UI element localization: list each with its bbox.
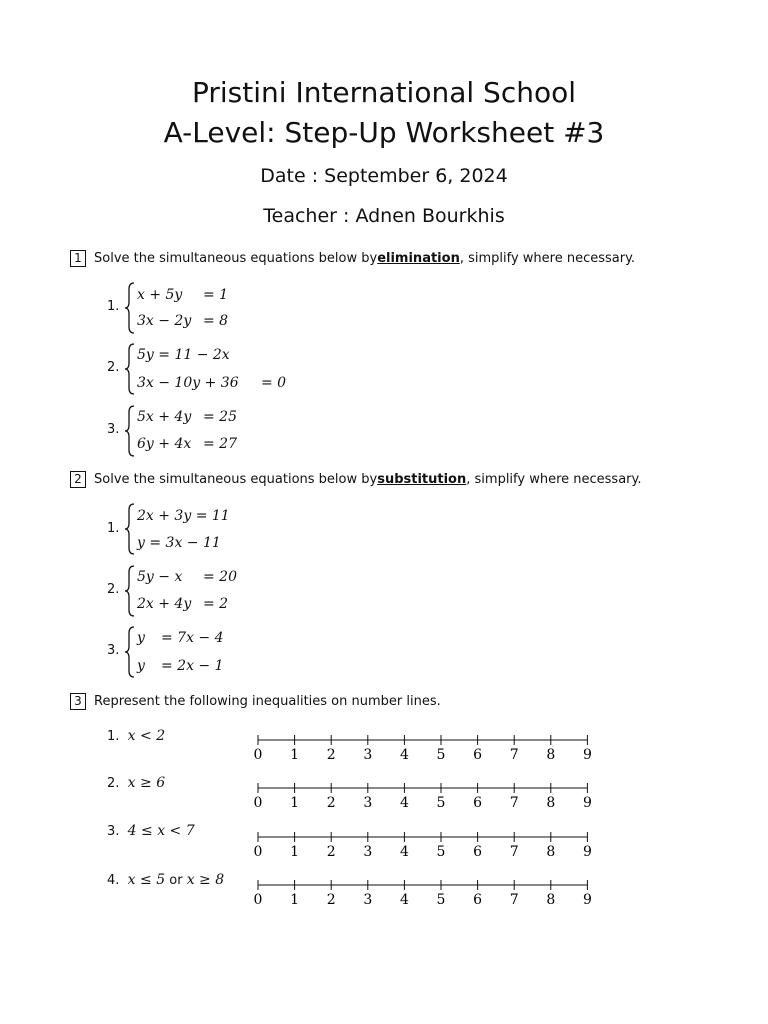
number-line-tick-label: 0	[253, 747, 263, 763]
left-brace-icon	[124, 405, 136, 457]
method-keyword: elimination	[377, 251, 460, 266]
number-line-tick-label: 7	[509, 844, 519, 860]
number-line-tick-label: 5	[436, 747, 446, 763]
item-number: 3.	[107, 824, 120, 839]
number-line-tick-label: 4	[399, 795, 409, 811]
number-line-tick-label: 5	[436, 892, 446, 908]
teacher-line: Teacher : Adnen Bourkhis	[263, 205, 505, 227]
number-line-tick-label: 7	[509, 795, 519, 811]
equation-line: 6y + 4x = 27	[137, 436, 237, 452]
item-number: 4.	[107, 873, 120, 888]
number-line-tick-label: 8	[546, 844, 556, 860]
number-line-tick-label: 2	[326, 747, 336, 763]
question-number-box: 2	[70, 471, 86, 488]
number-line-tick-label: 5	[436, 795, 446, 811]
inequality-4	[107, 872, 224, 888]
number-line-tick-label: 0	[253, 892, 263, 908]
number-line-tick-label: 7	[509, 892, 519, 908]
number-line	[248, 732, 598, 762]
question-text-after: , simplify where necessary.	[466, 472, 642, 487]
question-number-box: 1	[70, 250, 86, 267]
number-line-tick-label: 9	[582, 892, 592, 908]
left-brace-icon	[124, 343, 136, 395]
number-line-tick-label: 6	[473, 844, 483, 860]
number-line-tick-label: 8	[546, 892, 556, 908]
inequality-expression: 4 ≤ x < 7	[127, 823, 195, 839]
method-keyword: substitution	[377, 472, 467, 487]
equation-line: 5y = 11 − 2x	[137, 347, 230, 363]
equation-line: 2x + 3y = 11	[137, 508, 230, 524]
number-line-tick-label: 3	[363, 844, 373, 860]
number-line-tick-label: 9	[582, 844, 592, 860]
left-brace-icon	[124, 503, 136, 555]
school-name: Pristini International School	[191, 76, 576, 109]
number-line-tick-label: 5	[436, 844, 446, 860]
number-line-tick-label: 8	[546, 747, 556, 763]
equation-line: y = 2x − 1	[137, 658, 224, 674]
equation-line: 3x − 10y + 36 = 0	[137, 375, 287, 391]
number-line-tick-label: 3	[363, 795, 373, 811]
inequality-2	[107, 775, 165, 791]
number-line-tick-label: 4	[399, 892, 409, 908]
item-number: 3.	[107, 643, 120, 658]
number-line-tick-label: 2	[326, 892, 336, 908]
item-number: 2.	[107, 582, 120, 597]
number-line-tick-label: 6	[473, 795, 483, 811]
number-line-tick-label: 6	[473, 892, 483, 908]
inequality-3	[107, 823, 195, 839]
number-line-tick-label: 2	[326, 844, 336, 860]
number-line-tick-label: 3	[363, 747, 373, 763]
inequality-expression: x ≥ 6	[127, 775, 166, 791]
item-number: 2.	[107, 360, 120, 375]
question-text: Represent the following inequalities on number lines.	[94, 694, 441, 709]
number-line-tick-label: 9	[582, 795, 592, 811]
equation-line: 5y − x = 20	[137, 569, 237, 585]
left-brace-icon	[124, 282, 136, 334]
inequality-expression: x < 2	[127, 728, 166, 744]
date-line: Date : September 6, 2024	[260, 165, 508, 187]
number-line-tick-label: 4	[399, 747, 409, 763]
number-line-tick-label: 4	[399, 844, 409, 860]
number-line-tick-label: 9	[582, 747, 592, 763]
number-line	[248, 780, 598, 810]
equation-line: y = 3x − 11	[137, 535, 221, 551]
inequality-expression-2: x ≥ 8	[186, 872, 225, 888]
number-line	[248, 829, 598, 859]
number-line-tick-label: 1	[290, 747, 300, 763]
number-line-tick-label: 6	[473, 747, 483, 763]
number-line-tick-label: 1	[290, 844, 300, 860]
number-line-tick-label: 0	[253, 844, 263, 860]
equation-line: x + 5y = 1	[137, 287, 229, 303]
number-line-tick-label: 7	[509, 747, 519, 763]
item-number: 1.	[107, 521, 120, 536]
left-brace-icon	[124, 565, 136, 617]
or-word: or	[169, 873, 183, 888]
number-line-tick-label: 0	[253, 795, 263, 811]
question-2-heading	[70, 471, 641, 488]
question-text-before: Solve the simultaneous equations below by	[94, 251, 378, 266]
item-number: 2.	[107, 776, 120, 791]
item-number: 3.	[107, 422, 120, 437]
equation-line: 5x + 4y = 25	[137, 409, 237, 425]
number-line-tick-label: 3	[363, 892, 373, 908]
question-3-heading	[70, 693, 441, 710]
number-line-tick-label: 8	[546, 795, 556, 811]
equation-line: 3x − 2y = 8	[137, 313, 229, 329]
inequality-1	[107, 728, 165, 744]
number-line-tick-label: 1	[290, 795, 300, 811]
question-1-heading	[70, 250, 635, 267]
question-number-box: 3	[70, 693, 86, 710]
left-brace-icon	[124, 626, 136, 678]
equation-line: 2x + 4y = 2	[137, 596, 229, 612]
number-line-tick-label: 2	[326, 795, 336, 811]
question-text-after: , simplify where necessary.	[459, 251, 636, 266]
number-line-tick-label: 1	[290, 892, 300, 908]
item-number: 1.	[107, 729, 120, 744]
equation-line: y = 7x − 4	[137, 630, 224, 646]
question-text-before: Solve the simultaneous equations below by	[94, 472, 378, 487]
number-line	[248, 877, 598, 907]
worksheet-title: A-Level: Step-Up Worksheet #3	[163, 116, 605, 149]
item-number: 1.	[107, 299, 120, 314]
inequality-expression: x ≤ 5	[127, 872, 166, 888]
